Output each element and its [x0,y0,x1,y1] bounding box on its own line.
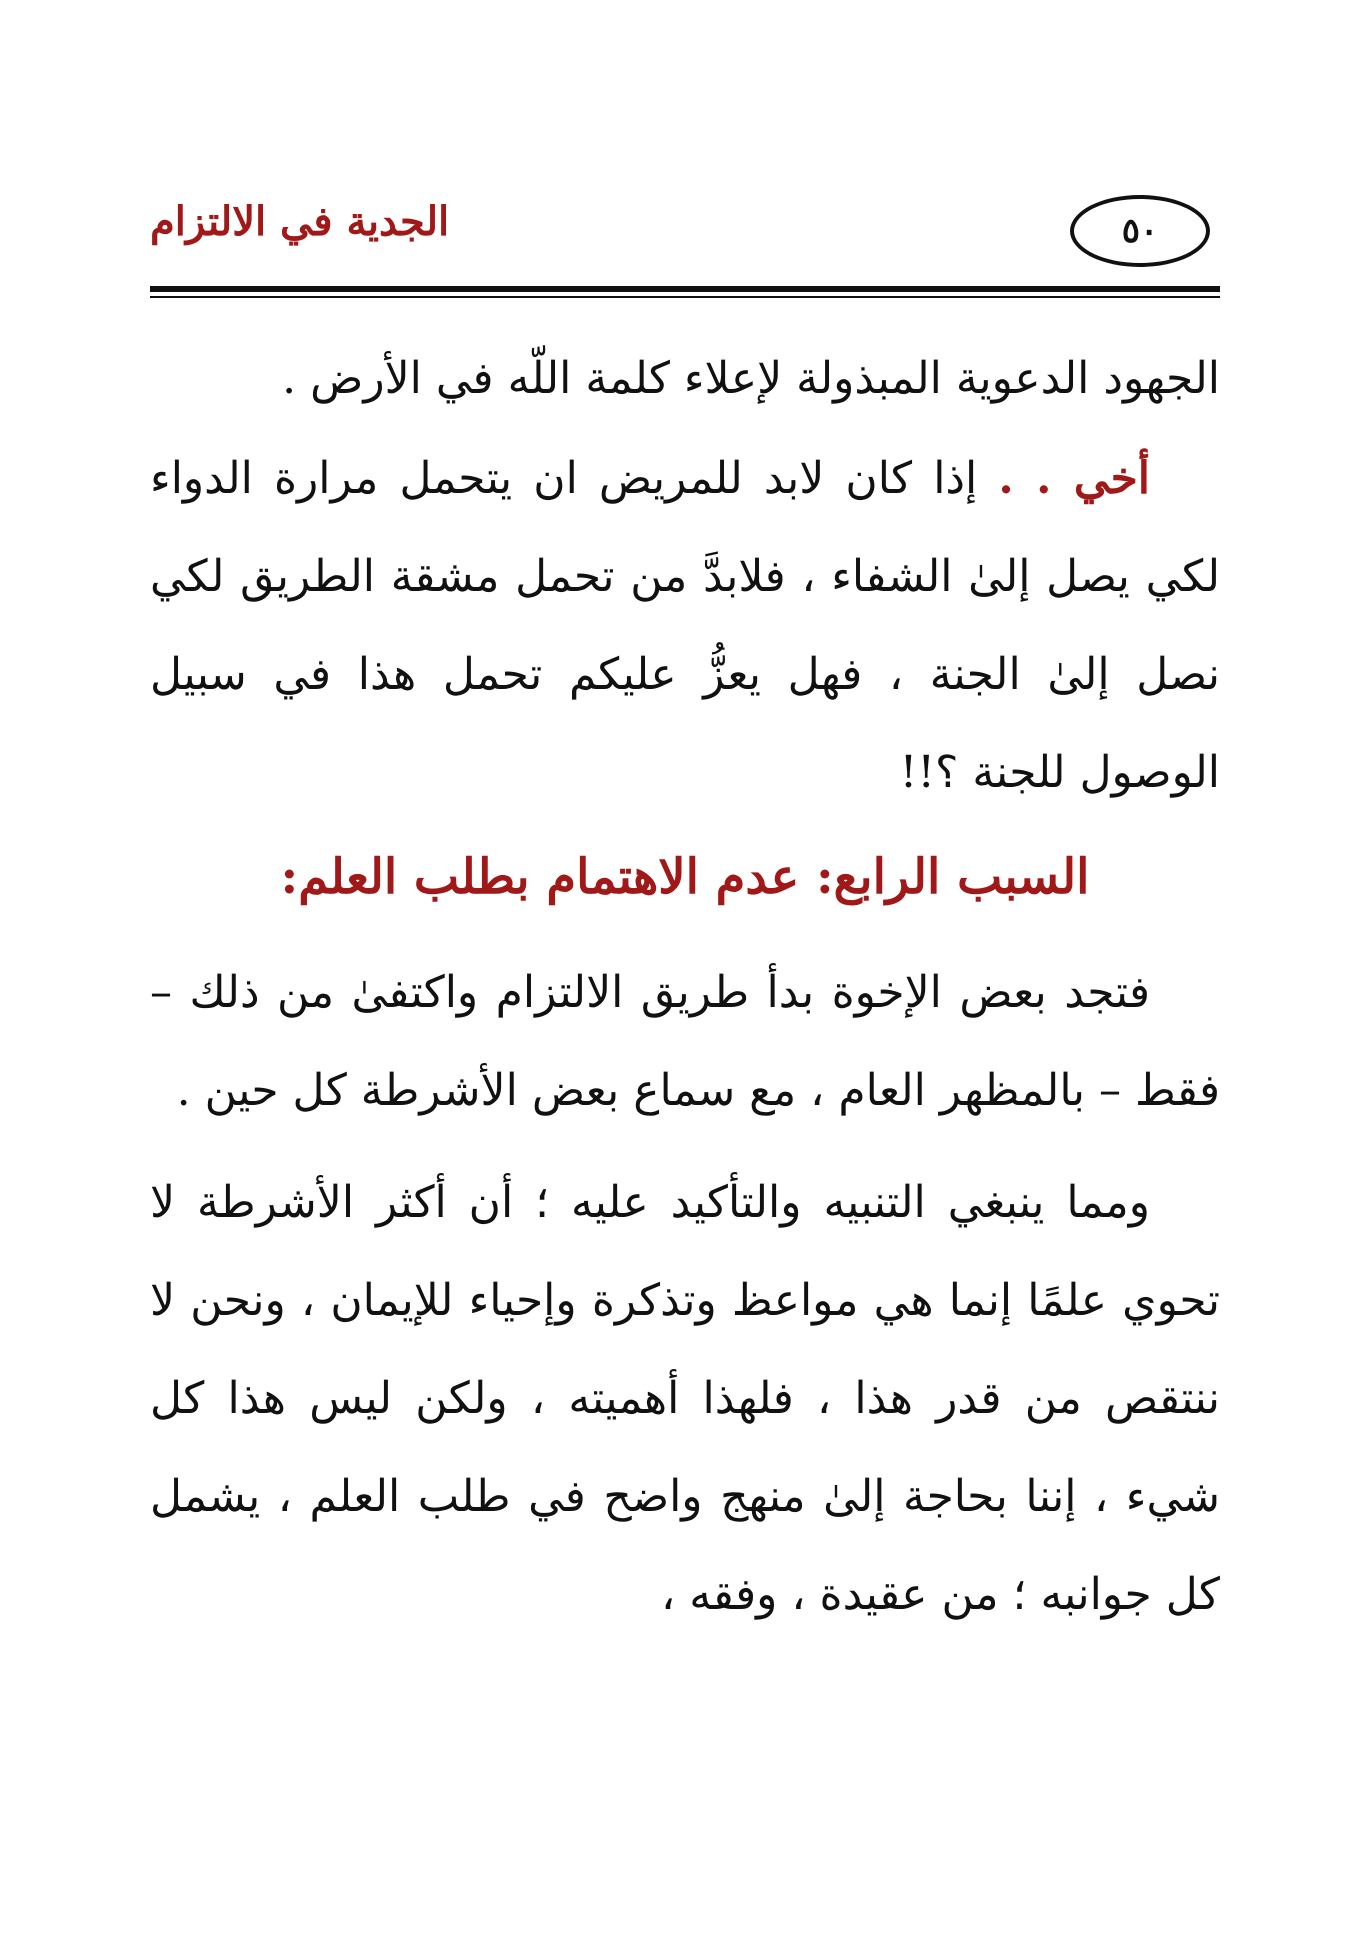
paragraph-continuation: الجهود الدعوية المبذولة لإعلاء كلمة اللّه في الأرض . [282,353,1220,404]
page-header [150,180,1220,285]
lead-word: أخي . . [998,453,1150,504]
section-heading: السبب الرابع: عدم الاهتمام بطلب العلم: [280,849,1090,905]
paragraph-tapes: ومما ينبغي التنبيه والتأكيد عليه ؛ أن أكثر الأشرطة لا تحوي علمًا إنما هي مواعظ وتذكرة وإحياء للإيمان ، ونحن لا ننتقص من قدر هذا ، فلهذا أهميته ، ولكن ليس هذا كل شيء ، إننا بحاجة إلىٰ منهج واضح في طلب العلم ، يشمل كل جوانبه ؛ من عقيدة ، وفقه ، [150,1177,1220,1620]
page-number: ٥٠ [1070,195,1210,267]
header-rule-thin [150,296,1220,298]
paragraph-brother-text: إذا كان لابد للمريض ان يتحمل مرارة الدواء لكي يصل إلىٰ الشفاء ، فلابدَّ من تحمل مشقة الطريق لكي نصل إلىٰ الجنة ، فهل يعزُّ عليكم تحمل هذا في سبيل الوصول للجنة ؟!! [150,453,1220,798]
page-body [150,330,1220,1644]
paragraph-reason: فتجد بعض الإخوة بدأ طريق الالتزام واكتفىٰ من ذلك – فقط – بالمظهر العام ، مع سماع بعض الأشرطة كل حين . [150,967,1220,1116]
header-rule-thick [150,286,1220,292]
running-title: الجدية في الالتزام [150,198,450,245]
paragraph-brother [150,430,1220,822]
